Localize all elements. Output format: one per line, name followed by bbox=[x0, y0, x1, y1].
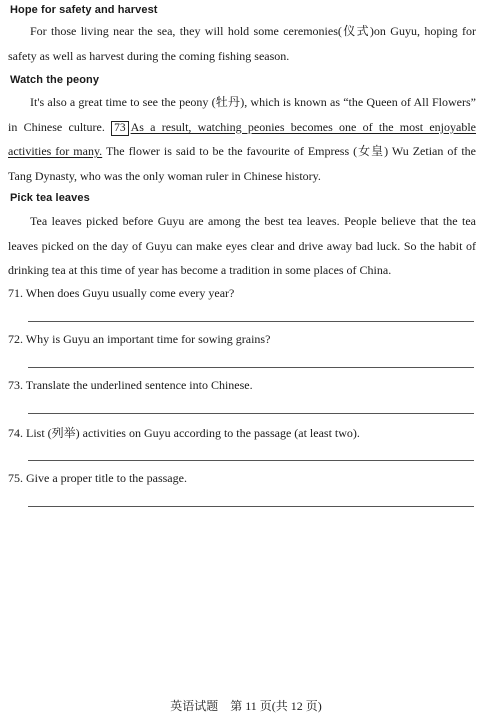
paragraph-peony-text-before: It's also a great time to see the peony (牡丹), which is known as “the Queen of All Flowers” in Chinese culture. bbox=[8, 95, 476, 134]
paragraph-tea bbox=[8, 209, 476, 283]
section-heading-peony: Watch the peony bbox=[10, 74, 100, 86]
paragraph-safety bbox=[8, 19, 476, 68]
page-footer: 英语试题 第 11 页(共 12 页) bbox=[170, 699, 322, 713]
paragraph-peony bbox=[8, 90, 476, 188]
answer-line-75[interactable] bbox=[28, 506, 474, 507]
answer-line-71[interactable] bbox=[28, 321, 474, 322]
question-71: 71. When does Guyu usually come every year? bbox=[8, 286, 235, 300]
paragraph-safety-text: For those living near the sea, they will hold some ceremonies(仪式)on Guyu, hoping for safety as well as harvest during the coming fishing season. bbox=[8, 24, 476, 63]
answer-line-72[interactable] bbox=[28, 367, 474, 368]
question-75: 75. Give a proper title to the passage. bbox=[8, 471, 187, 485]
answer-line-74[interactable] bbox=[28, 460, 474, 461]
answer-line-73[interactable] bbox=[28, 413, 474, 414]
paragraph-tea-text: Tea leaves picked before Guyu are among the best tea leaves. People believe that the tea leaves picked on the day of Guyu can make eyes clear and drive away bad luck. So the habit of drinking tea at this time of year has become a tradition in some places of China. bbox=[8, 214, 476, 277]
question-73: 73. Translate the underlined sentence into Chinese. bbox=[8, 378, 253, 392]
section-heading-tea: Pick tea leaves bbox=[10, 192, 90, 204]
blank-number-box: 73 bbox=[111, 121, 129, 136]
question-72: 72. Why is Guyu an important time for sowing grains? bbox=[8, 332, 271, 346]
underlined-sentence: As a result, watching peonies becomes one of the most enjoyable activities for many. bbox=[8, 119, 477, 158]
question-74: 74. List (列举) activities on Guyu according to the passage (at least two). bbox=[8, 426, 360, 440]
paragraph-peony-text-after: The flower is said to be the favourite of Empress (女皇) Wu Zetian of the Tang Dynasty, who was the only woman ruler in Chinese history. bbox=[8, 144, 476, 183]
section-heading-safety: Hope for safety and harvest bbox=[10, 4, 158, 16]
